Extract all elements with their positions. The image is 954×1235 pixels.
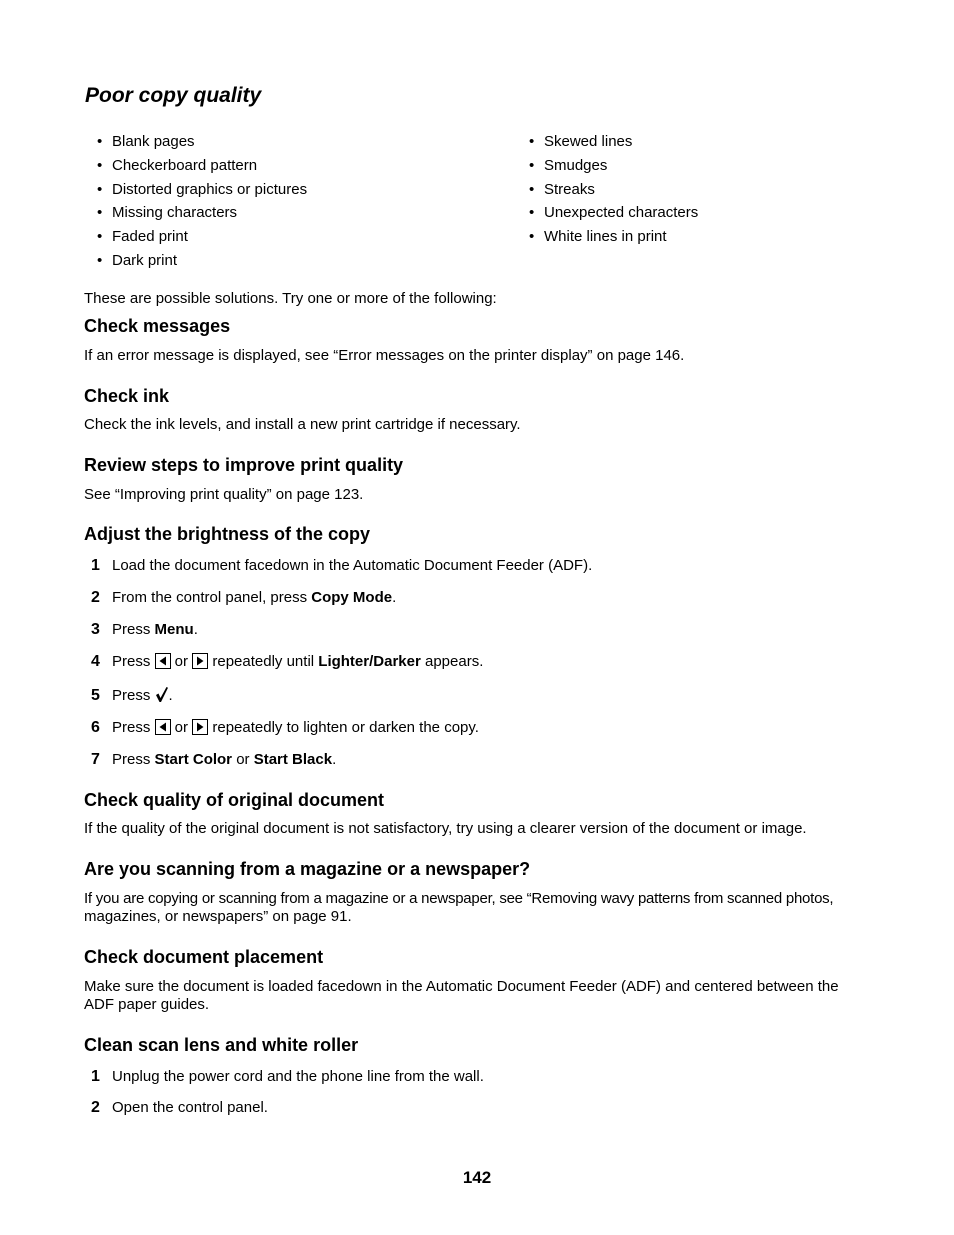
step-text: or — [170, 719, 193, 736]
section-text: If an error message is displayed, see “Error messages on the printer display” on page 146. — [84, 347, 685, 364]
step-item — [91, 557, 592, 575]
menu-option-name: Lighter/Darker — [318, 653, 421, 670]
button-name: Menu — [154, 621, 194, 638]
step-text: . — [193, 621, 198, 638]
section-heading: Adjust the brightness of the copy — [84, 524, 371, 544]
step-item — [91, 1099, 268, 1117]
step-text: Open the control panel. — [112, 1099, 268, 1116]
step-text: Press — [112, 687, 155, 704]
step-number: 2 — [91, 589, 100, 606]
page-number: 142 — [462, 1168, 492, 1187]
step-item — [91, 719, 479, 737]
section-text: If the quality of the original document is not satisfactory, try using a clearer version of the document or image. — [84, 820, 807, 837]
step-text: Press — [112, 653, 155, 670]
list-item: • Checkerboard pattern — [85, 157, 307, 181]
step-text: or — [170, 653, 193, 670]
section-heading: Check ink — [84, 386, 170, 406]
step-text: repeatedly until — [208, 653, 319, 670]
left-arrow-button-icon — [155, 653, 171, 669]
section-heading: Check quality of original document — [84, 790, 385, 810]
list-item: • Unexpected characters — [517, 204, 698, 228]
step-item — [91, 686, 173, 708]
step-text: or — [232, 751, 254, 768]
intro-text: These are possible solutions. Try one or more of the following: — [84, 290, 497, 307]
step-number: 1 — [91, 1068, 100, 1085]
step-text: repeatedly to lighten or darken the copy. — [208, 719, 479, 736]
step-text: Load the document facedown in the Automatic Document Feeder (ADF). — [112, 557, 593, 574]
section-heading: Check messages — [84, 316, 231, 336]
step-text: . — [392, 589, 397, 606]
section-heading: Are you scanning from a magazine or a newspaper? — [84, 859, 531, 879]
right-arrow-button-icon — [192, 653, 208, 669]
step-text: From the control panel, press — [112, 589, 312, 606]
step-number: 4 — [91, 653, 100, 670]
section-text: If you are copying or scanning from a magazine or a newspaper, see “Removing wavy patterns from scanned photos, — [84, 890, 834, 907]
list-item: • Smudges — [517, 157, 698, 181]
section-text: Check the ink levels, and install a new print cartridge if necessary. — [84, 416, 521, 433]
step-number: 1 — [91, 557, 100, 574]
step-item — [91, 1068, 484, 1086]
symptom-list-left — [85, 133, 307, 276]
list-item: • Missing characters — [85, 204, 307, 228]
step-item — [91, 589, 396, 607]
right-arrow-button-icon — [192, 719, 208, 735]
left-arrow-button-icon — [155, 719, 171, 735]
button-name: Copy Mode — [311, 589, 393, 606]
step-text: . — [168, 687, 173, 704]
list-item: • Faded print — [85, 228, 307, 252]
button-name: Start Color — [154, 751, 233, 768]
symptom-list-right — [517, 133, 698, 252]
section-text: magazines, or newspapers” on page 91. — [84, 908, 352, 925]
step-text: appears. — [420, 653, 484, 670]
page-title: Poor copy quality — [85, 84, 262, 107]
list-item: • Blank pages — [85, 133, 307, 157]
step-number: 3 — [91, 621, 100, 638]
list-item: • Distorted graphics or pictures — [85, 181, 307, 205]
list-item: • White lines in print — [517, 228, 698, 252]
step-number: 2 — [91, 1099, 100, 1116]
step-number: 5 — [91, 687, 100, 704]
section-text: Make sure the document is loaded facedown in the Automatic Document Feeder (ADF) and centered between the — [84, 978, 839, 995]
list-item: • Dark print — [85, 252, 307, 276]
section-heading: Check document placement — [84, 947, 324, 967]
step-text: Unplug the power cord and the phone line from the wall. — [112, 1068, 484, 1085]
step-number: 7 — [91, 751, 100, 768]
list-item: • Streaks — [517, 181, 698, 205]
step-item — [91, 621, 198, 639]
section-text: See “Improving print quality” on page 123. — [84, 486, 364, 503]
step-number: 6 — [91, 719, 100, 736]
step-text: Press — [112, 621, 155, 638]
step-text: Press — [112, 751, 155, 768]
list-item: • Skewed lines — [517, 133, 698, 157]
checkmark-select-icon — [155, 686, 169, 708]
section-heading: Clean scan lens and white roller — [84, 1035, 359, 1055]
button-name: Start Black — [253, 751, 333, 768]
step-text: Press — [112, 719, 155, 736]
section-heading: Review steps to improve print quality — [84, 455, 404, 475]
step-item — [91, 653, 483, 671]
step-item — [91, 751, 336, 769]
step-text: . — [332, 751, 337, 768]
section-text: ADF paper guides. — [84, 996, 210, 1013]
